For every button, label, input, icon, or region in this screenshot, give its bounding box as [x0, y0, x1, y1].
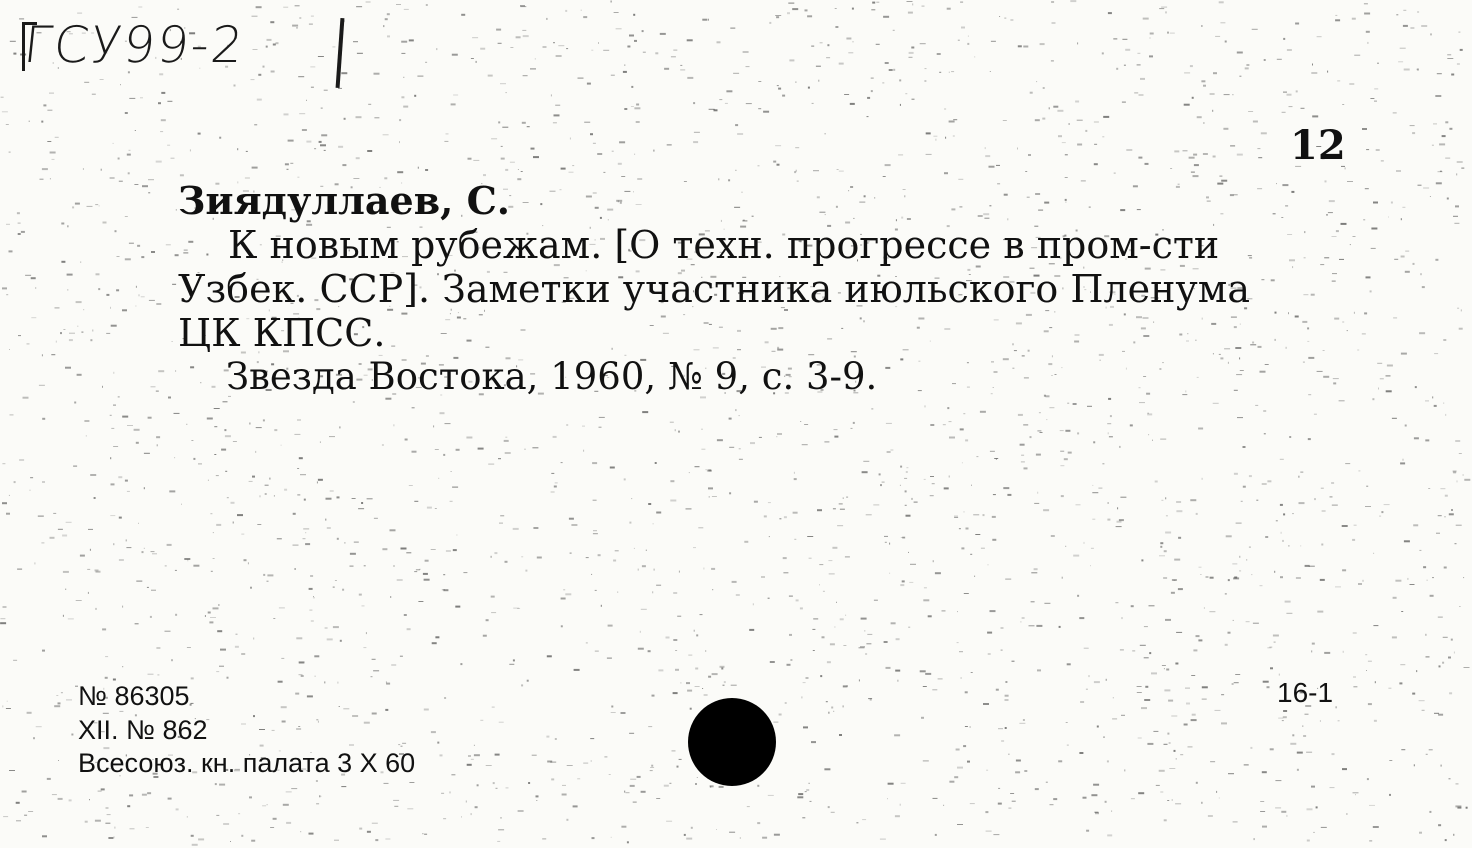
- title-line-2: Узбек. ССР]. Заметки участника июльского Пленума: [178, 267, 1250, 311]
- title-line-1: К новым рубежам. [О техн. прогрессе в пром-сти: [228, 223, 1220, 267]
- classification-code: 16-1: [1277, 677, 1334, 708]
- punch-hole: [688, 698, 776, 786]
- title-line-3: ЦК КПСС.: [178, 311, 386, 355]
- author-heading: Зиядуллаев, С.: [178, 178, 511, 223]
- publisher-line: Всесоюз. кн. палата 3 X 60: [78, 748, 416, 778]
- catalog-line: XII. № 862: [78, 715, 208, 745]
- card-number: 12: [1290, 122, 1346, 169]
- registration-number: № 86305: [78, 681, 190, 711]
- source-citation: Звезда Востока, 1960, № 9, с. 3-9.: [226, 355, 878, 398]
- handwritten-shelf-code: ГСУ99-2: [20, 16, 248, 74]
